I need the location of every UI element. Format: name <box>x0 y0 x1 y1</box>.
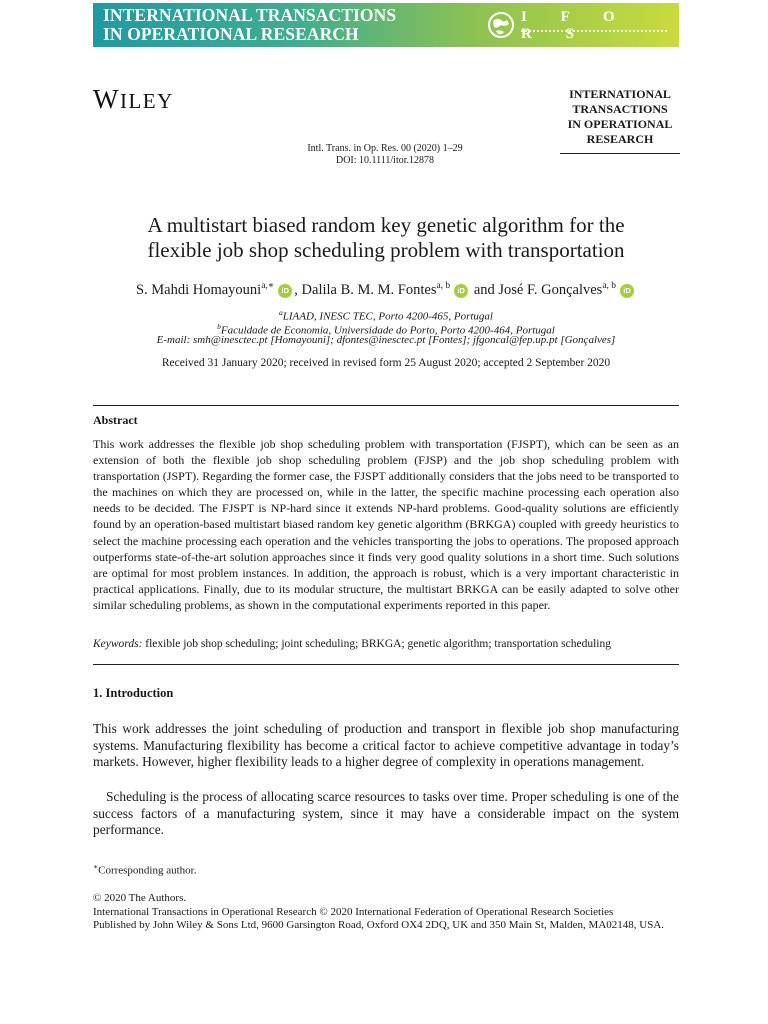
abstract-heading: Abstract <box>93 413 138 427</box>
affiliation-text: Faculdade de Economia, Universidade do Porto, Porto 4200-464, Portugal <box>220 324 555 337</box>
author-affiliation-marker: a,∗ <box>261 281 275 291</box>
journal-banner <box>93 3 679 47</box>
globe-icon <box>487 11 515 39</box>
banner-title-line2: IN OPERATIONAL RESEARCH <box>103 24 359 44</box>
affiliation-marker: b <box>217 322 221 331</box>
author-affiliation-marker: a, b <box>602 281 617 291</box>
author-list <box>93 276 679 300</box>
copyright-line: Published by John Wiley & Sons Ltd, 9600 Garsington Road, Oxford OX4 2DQ, UK and 350 Main St, Malden, MA02148, USA. <box>93 919 665 932</box>
orcid-icon[interactable]: iD <box>620 284 634 298</box>
footnote <box>93 862 197 877</box>
divider-bottom <box>93 664 679 665</box>
orcid-icon[interactable]: iD <box>454 284 468 298</box>
paper-title <box>93 213 679 263</box>
divider-top <box>93 405 679 406</box>
author-affiliation-marker: a, b <box>436 281 451 291</box>
orcid-icon[interactable]: iD <box>278 284 292 298</box>
author-name: Dalila B. M. M. Fontes <box>301 281 437 298</box>
author-name: S. Mahdi Homayouni <box>135 281 262 298</box>
journal-name-box <box>560 87 680 154</box>
publisher-logo <box>93 84 174 115</box>
publisher-logo-initial: W <box>93 84 120 114</box>
keywords <box>93 638 679 650</box>
journal-name-line: TRANSACTIONS <box>572 102 668 116</box>
paper-title-line: flexible job shop scheduling problem with transportation <box>147 238 625 262</box>
copyright-line: International Transactions in Operational Research © 2020 International Federation of Operational Research Societies <box>93 905 614 918</box>
footnote-text: Corresponding author. <box>98 864 197 877</box>
affiliation-marker: a <box>279 308 283 317</box>
author-separator: , <box>294 281 302 298</box>
journal-name-line: IN OPERATIONAL <box>567 117 673 131</box>
received-dates: Received 31 January 2020; received in revised form 25 August 2020; accepted 2 September 2020 <box>161 357 611 369</box>
paragraph: Scheduling is the process of allocating scarce resources to tasks over time. Proper scheduling is one of the success factors of a manufacturing system, since it may have a considerable impact on the system performance. <box>93 789 679 838</box>
section-heading: 1. Introduction <box>93 686 174 700</box>
paragraph: This work addresses the joint scheduling of production and transport in flexible job shop manufacturing systems. Manufacturing flexibility has become a critical factor to achieve competitive advantage in today’s markets. However, higher flexibility leads to a higher degree of complexity in operations management. <box>93 721 679 770</box>
journal-banner-title <box>103 6 396 44</box>
ifors-logo <box>487 9 671 41</box>
ifors-letters: I F O R S <box>521 9 630 42</box>
journal-name-line: RESEARCH <box>586 132 654 146</box>
publisher-logo-rest: ILEY <box>119 89 174 113</box>
abstract-text: This work addresses the flexible job shop scheduling problem with transportation (FJSPT), which can be seen as an extension of both the flexible job shop scheduling problem (FJSP) and the job shop scheduling problem with transportation (JSPT). Regarding the former case, the FJSPT additionally considers that the jobs need to be transported to the machines on which they are processed on, while in the latter, the specific machine processing each operation also needs to be decided. The FJSPT is NP-hard since it extends NP-hard problems. Good-quality solutions are efficiently found by an operation-based multistart biased random key genetic algorithm (BRKGA) coupled with greedy heuristics to select the machine processing each operation and the vehicles transporting the jobs to operations. The proposed approach outperforms state-of-the-art solution approaches since it finds very good quality solutions in a short time. Such solutions are optimal for most problem instances. In addition, the approach is robust, which is a very important characteristic in practical applications. Finally, due to its modular structure, the multistart BRKGA can be easily adapted to solve other similar scheduling problems, as shown in the computational experiments reported in this paper. <box>93 437 679 612</box>
author-emails[interactable]: E-mail: smh@inesctec.pt [Homayouni]; dfontes@inesctec.pt [Fontes]; jfgoncal@fep.up.pt [Gonçalves] <box>156 334 616 346</box>
copyright-block <box>93 892 679 933</box>
journal-name-line: INTERNATIONAL <box>569 87 671 101</box>
banner-title-line1: INTERNATIONAL TRANSACTIONS <box>103 5 397 25</box>
paper-title-line: A multistart biased random key genetic algorithm for the <box>147 213 625 237</box>
keywords-text: flexible job shop scheduling; joint scheduling; BRKGA; genetic algorithm; transportation scheduling <box>145 638 611 650</box>
footnote-marker: ∗ <box>93 862 99 871</box>
keywords-label: Keywords: <box>93 638 143 650</box>
affiliation-text: LIAAD, INESC TEC, Porto 4200-465, Portugal <box>282 310 493 323</box>
author-name: José F. Gonçalves <box>498 281 603 298</box>
citation <box>290 143 480 167</box>
copyright-line: © 2020 The Authors. <box>93 892 187 904</box>
author-separator: and <box>470 281 499 298</box>
citation-line: Intl. Trans. in Op. Res. 00 (2020) 1–29 <box>307 143 463 154</box>
doi[interactable]: DOI: 10.1111/itor.12878 <box>335 155 435 166</box>
ifors-tagline <box>521 30 667 34</box>
